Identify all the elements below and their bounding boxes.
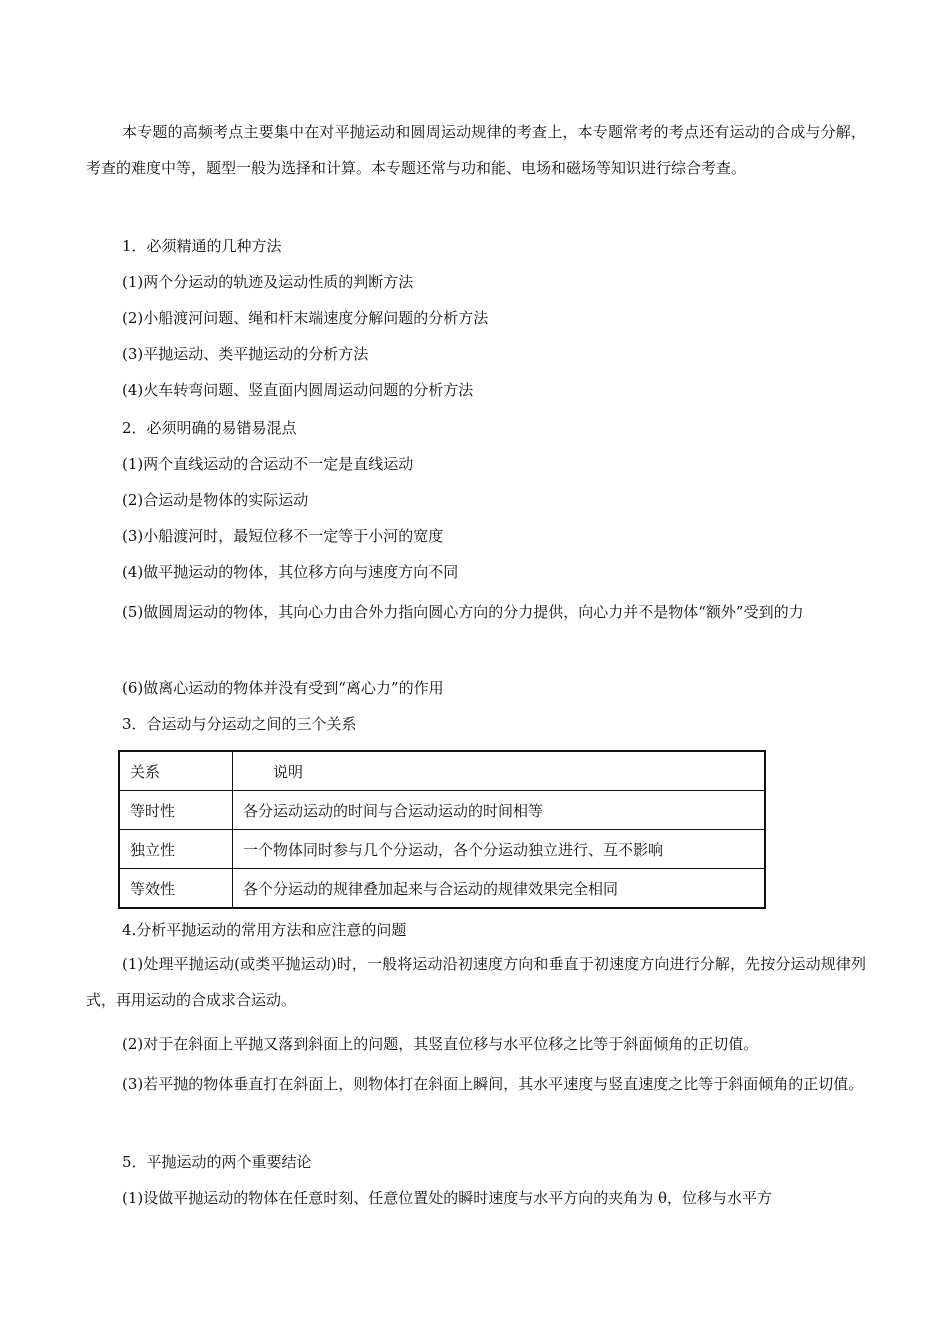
section5-title: 5．平抛运动的两个重要结论 — [122, 1153, 312, 1171]
section2-item-1: (1)两个直线运动的合运动不一定是直线运动 — [122, 455, 414, 473]
table-cell: 各分运动运动的时间与合运动运动的时间相等 — [233, 791, 766, 830]
table-cell: 等效性 — [119, 869, 233, 909]
table-row — [119, 869, 765, 909]
table-cell: 独立性 — [119, 830, 233, 869]
section1-item-1: (1)两个分运动的轨迹及运动性质的判断方法 — [122, 273, 414, 291]
section1-item-3: (3)平抛运动、类平抛运动的分析方法 — [122, 345, 369, 363]
section2-title: 2．必须明确的易错易混点 — [122, 419, 297, 437]
section2-item-4: (4)做平抛运动的物体，其位移方向与速度方向不同 — [122, 563, 459, 581]
table-row — [119, 830, 765, 869]
section4-title: 4.分析平抛运动的常用方法和应注意的问题 — [122, 921, 407, 939]
table-row — [119, 791, 765, 830]
section4-item-3: (3)若平抛的物体垂直打在斜面上，则物体打在斜面上瞬间，其水平速度与竖直速度之比等于斜面倾角的正切值。 — [122, 1075, 864, 1093]
table-header-row — [119, 751, 765, 791]
section2-item-3: (3)小船渡河时，最短位移不一定等于小河的宽度 — [122, 527, 444, 545]
section1-item-2: (2)小船渡河问题、绳和杆末端速度分解问题的分析方法 — [122, 309, 489, 327]
table-cell: 各个分运动的规律叠加起来与合运动的规律效果完全相同 — [233, 869, 766, 909]
section2-item-5: (5)做圆周运动的物体，其向心力由合外力指向圆心方向的分力提供，向心力并不是物体“额外”受到的力 — [122, 603, 804, 621]
intro-paragraph: 本专题的高频考点主要集中在对平抛运动和圆周运动规律的考查上，本专题常考的考点还有运动的合成与分解，考查的难度中等，题型一般为选择和计算。本专题还常与功和能、电场和磁场等知识进行综合考查。 — [86, 123, 866, 177]
table-cell: 一个物体同时参与几个分运动，各个分运动独立进行、互不影响 — [233, 830, 766, 869]
table-cell: 等时性 — [119, 791, 233, 830]
table-header-cell: 说明 — [233, 751, 766, 791]
section2-item-6: (6)做离心运动的物体并没有受到“离心力”的作用 — [122, 679, 444, 697]
section4-item-1: (1)处理平抛运动(或类平抛运动)时，一般将运动沿初速度方向和垂直于初速度方向进行分解，先按分运动规律列式，再用运动的合成求合运动。 — [86, 955, 866, 1009]
section5-item-1: (1)设做平抛运动的物体在任意时刻、任意位置处的瞬时速度与水平方向的夹角为 θ，位移与水平方 — [122, 1189, 773, 1207]
table-header-cell: 关系 — [119, 751, 233, 791]
section1-title: 1．必须精通的几种方法 — [122, 237, 282, 255]
relations-table — [118, 750, 766, 909]
section1-item-4: (4)火车转弯问题、竖直面内圆周运动问题的分析方法 — [122, 381, 474, 399]
section3-title: 3．合运动与分运动之间的三个关系 — [122, 715, 357, 733]
section4-item-2: (2)对于在斜面上平抛又落到斜面上的问题，其竖直位移与水平位移之比等于斜面倾角的正切值。 — [122, 1035, 759, 1053]
section2-item-2: (2)合运动是物体的实际运动 — [122, 491, 309, 509]
